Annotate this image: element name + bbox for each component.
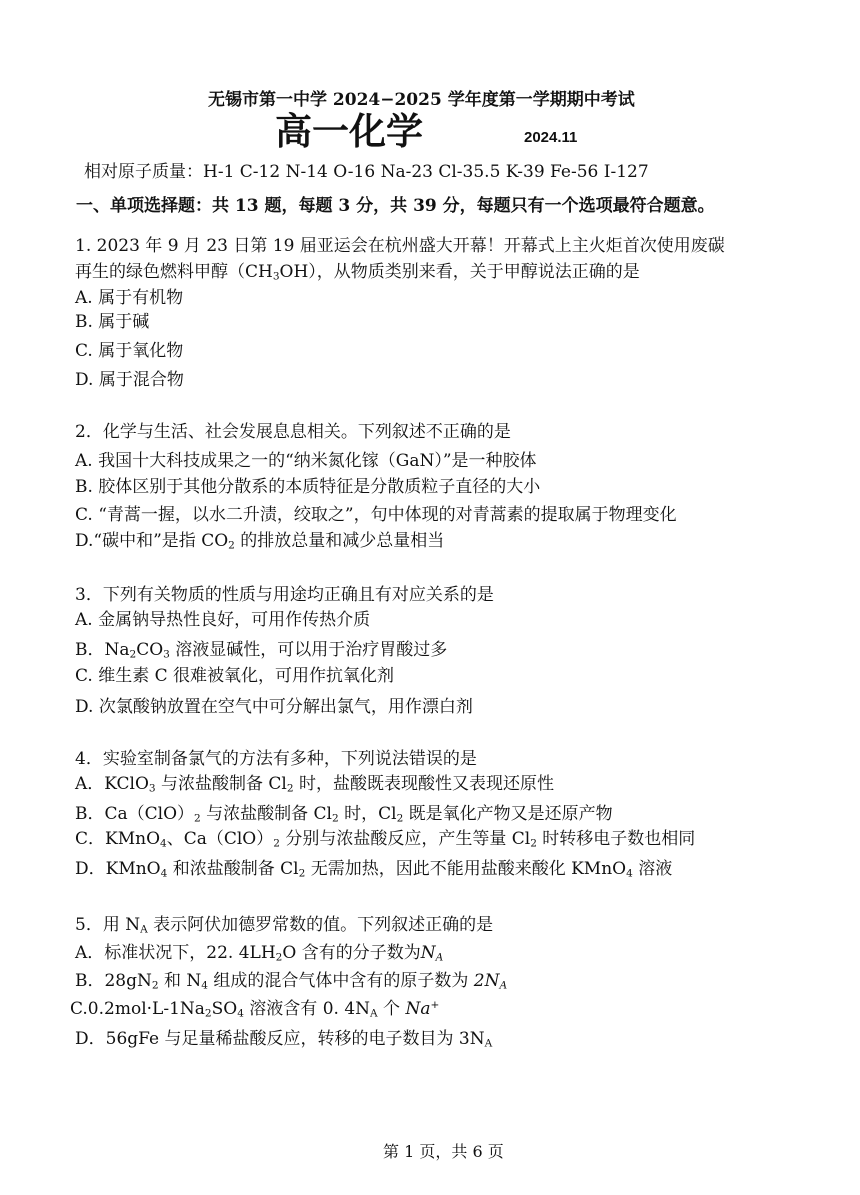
question-5-option-a: A．标准状况下，22. $4LH_2O$ 含有的分子数为$N_A$ (75, 943, 444, 964)
question-2-option-a: A. 我国十大科技成果之一的“纳米氮化镓（GaN）”是一种胶体 (75, 451, 537, 471)
question-1-option-c: C. 属于氧化物 (75, 341, 184, 361)
question-3-stem: 3．下列有关物质的性质与用途均正确且有对应关系的是 (75, 585, 494, 605)
question-1-stem-line1: 1. 2023 年 9 月 23 日第 19 届亚运会在杭州盛大开幕！开幕式上主火炬首次使用废碳 (75, 236, 725, 256)
question-3-option-a: A. 金属钠导热性良好，可用作传热介质 (75, 610, 371, 630)
question-4-option-b: B．$Ca(ClO)_2$ 与浓盐酸制备 $Cl_2$ 时，$Cl_2$ 既是氧化产物又是还原产物 (75, 804, 613, 825)
question-3-option-d: D. 次氯酸钠放置在空气中可分解出氯气，用作漂白剂 (75, 697, 473, 717)
page-number: 第 1 页，共 6 页 (383, 1142, 504, 1161)
question-1-option-b: B. 属于碱 (75, 312, 150, 332)
question-2-option-d: D.“碳中和”是指 $CO_2$ 的排放总量和减少总量相当 (75, 531, 445, 552)
question-4-option-d: D．KMnO$_4$ 和浓盐酸制备 $Cl_2$ 无需加热，因此不能用盐酸来酸化 KMnO$_4$ 溶液 (75, 859, 673, 880)
question-5-option-c: $C.0.2mol\cdot L-1Na_2SO_4$ 溶液含有 0. $4N_A$ 个 Na+ (70, 999, 440, 1020)
subject-title: 高一化学 (275, 110, 423, 153)
question-3-option-b: B．$Na_2CO_3$ 溶液显碱性，可以用于治疗胃酸过多 (75, 640, 448, 661)
question-1-stem-line2: 再生的绿色燃料甲醇$(CH_3OH)$，从物质类别来看，关于甲醇说法正确的是 (75, 262, 640, 283)
exam-date: 2024.11 (524, 129, 578, 146)
school-exam-title: 无锡市第一中学 2024−2025 学年度第一学期期中考试 (208, 90, 635, 110)
question-5-option-b: B．$28gN_2$ 和 $N_4$ 组成的混合气体中含有的原子数为 $2N_A$ (75, 971, 508, 992)
question-1-option-a: A. 属于有机物 (75, 288, 184, 308)
section-heading: 一、单项选择题：共 13 题，每题 3 分，共 39 分，每题只有一个选项最符合题意。 (76, 196, 715, 216)
question-4-option-a: A．KClO$_3$ 与浓盐酸制备 $Cl_2$ 时，盐酸既表现酸性又表现还原性 (75, 774, 554, 795)
atomic-masses: 相对原子质量：H-1 C-12 N-14 O-16 Na-23 Cl-35.5 K-39 Fe-56 I-127 (84, 162, 649, 182)
question-3-option-c: C. 维生素 C 很难被氧化，可用作抗氧化剂 (75, 666, 395, 686)
question-2-option-c: C. “青蒿一握，以水二升渍，绞取之”，句中体现的对青蒿素的提取属于物理变化 (75, 505, 677, 525)
question-5-stem: 5．用 $N_A$ 表示阿伏加德罗常数的值。下列叙述正确的是 (75, 915, 494, 936)
question-4-stem: 4．实验室制备氯气的方法有多种，下列说法错误的是 (75, 749, 477, 769)
question-2-stem: 2．化学与生活、社会发展息息相关。下列叙述不正确的是 (75, 422, 511, 442)
question-5-option-d: D．56gFe 与足量稀盐酸反应，转移的电子数目为 $3N_A$ (75, 1029, 493, 1050)
question-4-option-c: C．KMnO$_4$、$Ca(ClO)_2$ 分别与浓盐酸反应，产生等量 $Cl_2$ 时转移电子数也相同 (75, 829, 696, 850)
question-2-option-b: B. 胶体区别于其他分散系的本质特征是分散质粒子直径的大小 (75, 477, 541, 497)
question-1-option-d: D. 属于混合物 (75, 370, 184, 390)
